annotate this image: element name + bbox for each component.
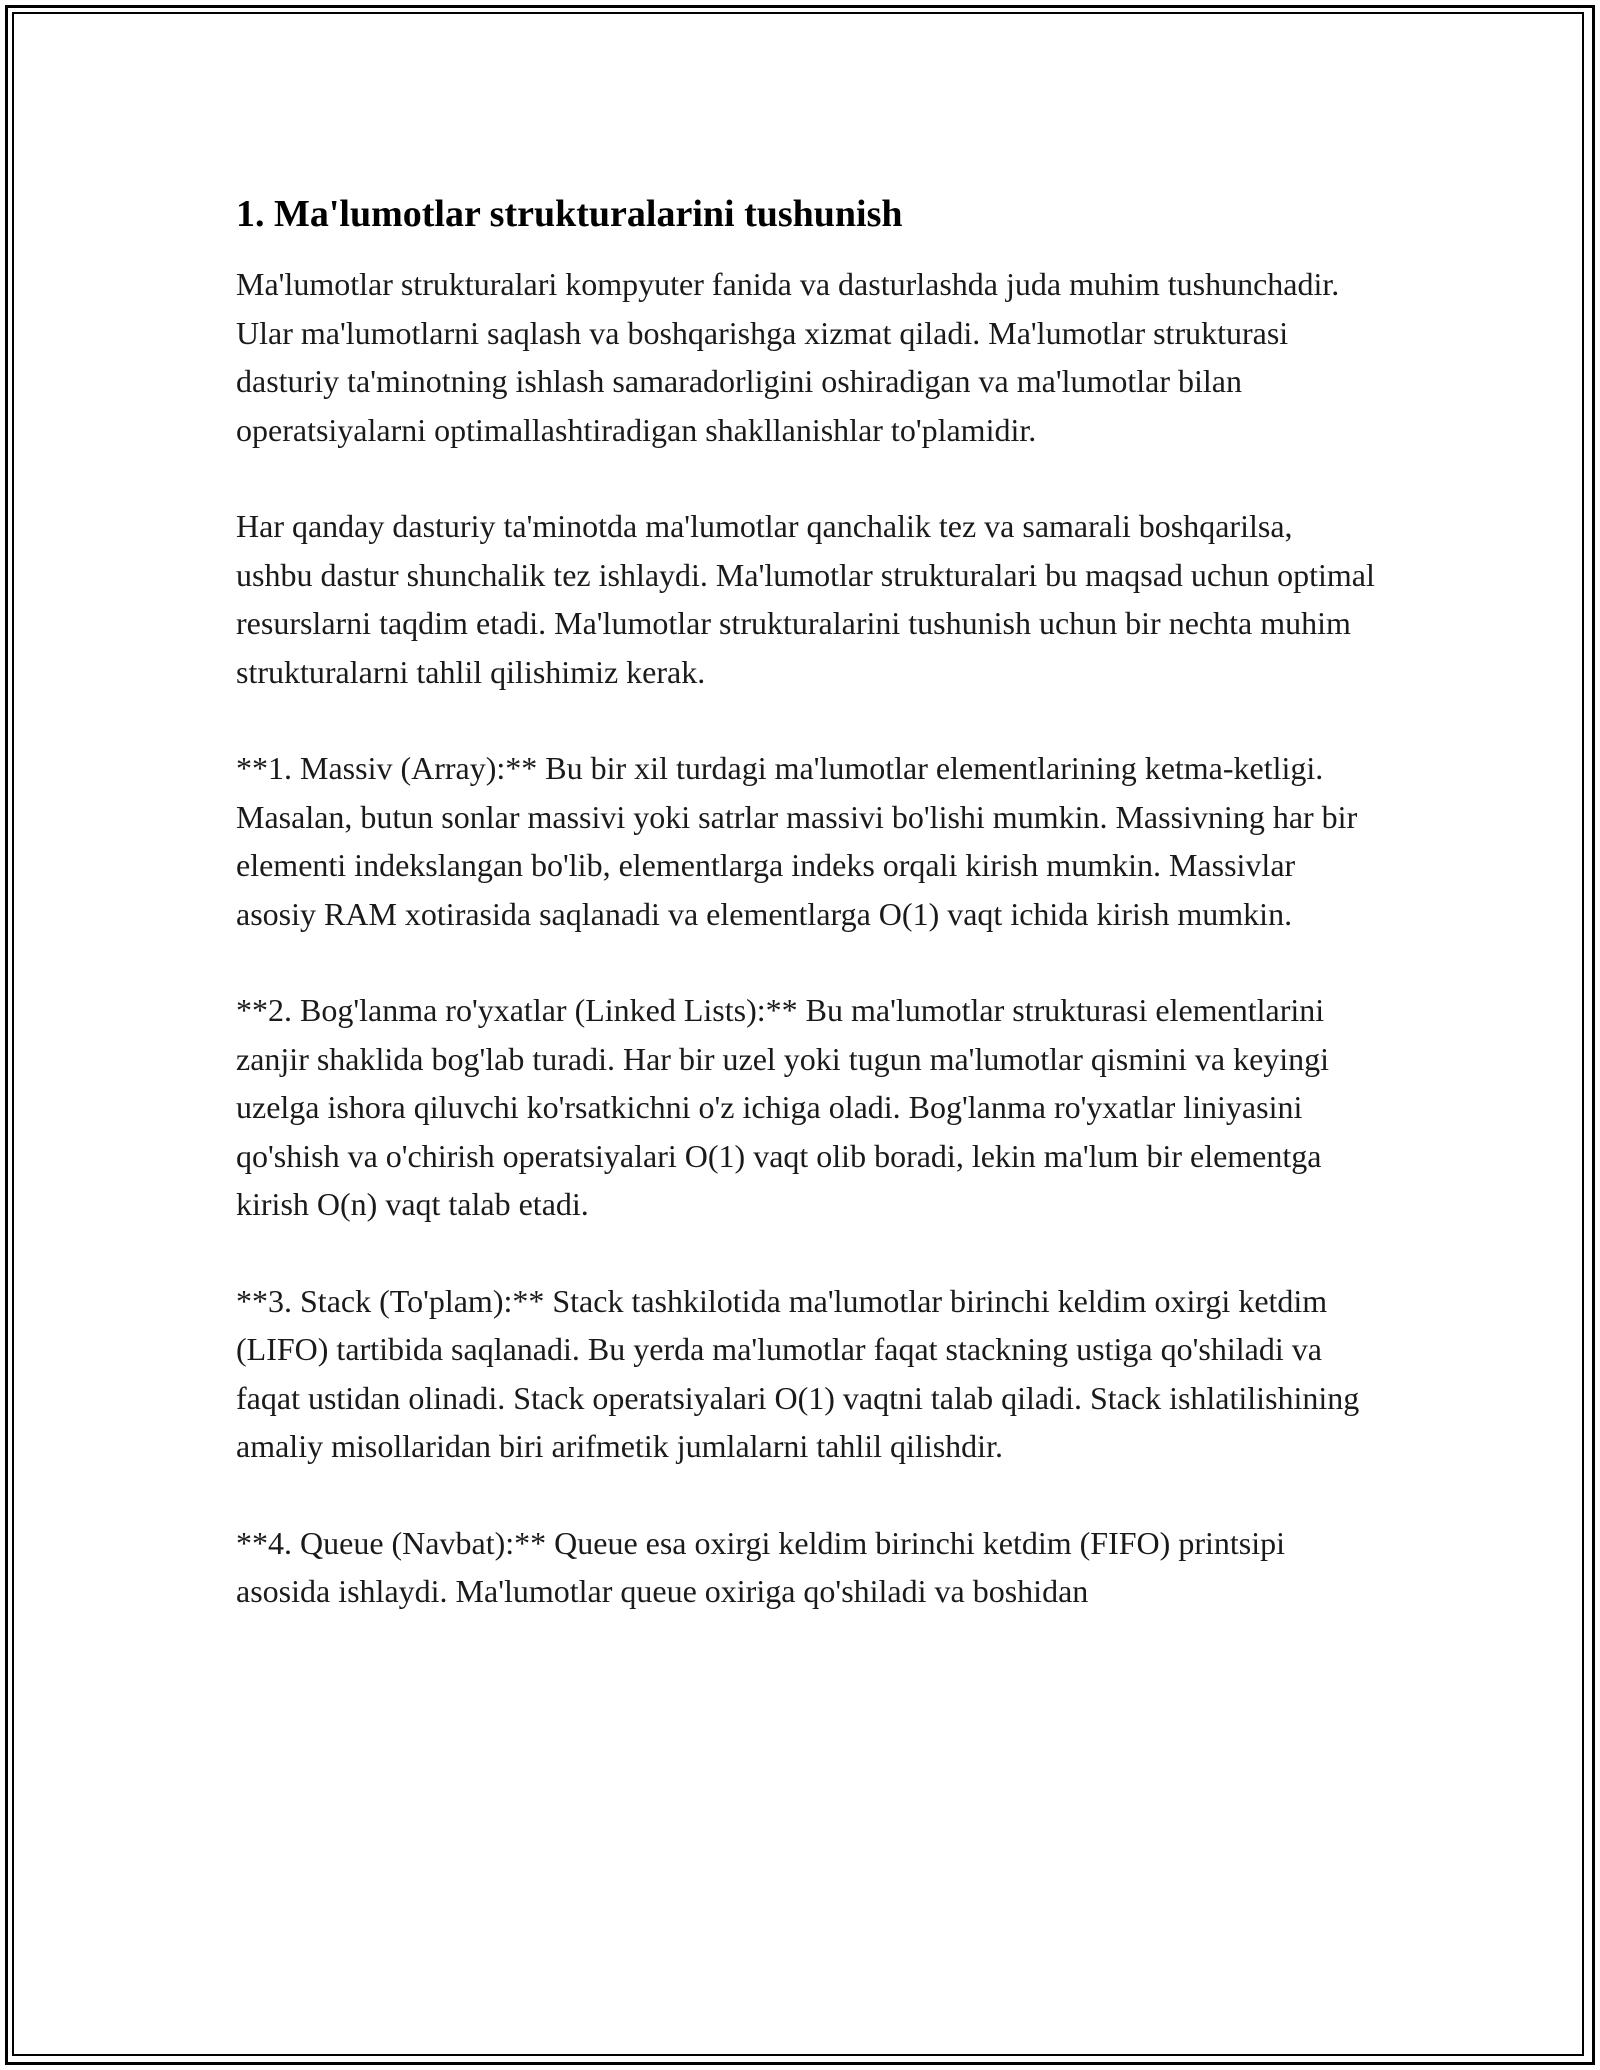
paragraph-array: **1. Massiv (Array):** Bu bir xil turdagi ma'lumotlar elementlarining ketma-ketligi. Masalan, butun sonlar massivi yoki satrlar massivi bo'lishi mumkin. Massivning har bir elementi indekslangan bo'lib, elementlarga indeks orqali kirish mumkin. Massivlar asosiy RAM xotirasida saqlanadi va elementlarga O(1) vaqt ichida kirish mumkin. — [236, 750, 1358, 932]
paragraph-stack: **3. Stack (To'plam):** Stack tashkilotida ma'lumotlar birinchi keldim oxirgi ketdim (LIFO) tartibida saqlanadi. Bu yerda ma'lumotlar faqat stackning ustiga qo'shiladi va faqat ustidan olinadi. Stack operatsiyalari O(1) vaqtni talab qiladi. Stack ishlatilishining amaliy misollaridan biri arifmetik jumlalarni tahlil qilishdir. — [236, 1282, 1360, 1464]
paragraph-linked-lists: **2. Bog'lanma ro'yxatlar (Linked Lists):** Bu ma'lumotlar strukturasi elementlarini zanjir shaklida bog'lab turadi. Har bir uzel yoki tugun ma'lumotlar qismini va keyingi uzelga ishora qiluvchi ko'rsatkichni o'z ichiga oladi. Bog'lanma ro'yxatlar liniyasini qo'shish va o'chirish operatsiyalari O(1) vaqt olib boradi, lekin ma'lum bir elementga kirish O(n) vaqt talab etadi. — [236, 992, 1330, 1222]
section-heading: 1. Ma'lumotlar strukturalarini tushunish — [236, 193, 903, 235]
document-body — [236, 186, 1376, 1664]
paragraph-intro: Ma'lumotlar strukturalari kompyuter fanida va dasturlashda juda muhim tushunchadir. Ular ma'lumotlarni saqlash va boshqarishga xizmat qiladi. Ma'lumotlar strukturasi dasturiy ta'minotning ishlash samaradorligini oshiradigan va ma'lumotlar bilan operatsiyalarni optimallashtiradigan shakllanishlar to'plamidir. — [236, 266, 1340, 448]
paragraph-queue: **4. Queue (Navbat):** Queue esa oxirgi keldim birinchi ketdim (FIFO) printsipi asosida ishlaydi. Ma'lumotlar queue oxiriga qo'shiladi va boshidan — [236, 1524, 1285, 1609]
paragraph-performance: Har qanday dasturiy ta'minotda ma'lumotlar qanchalik tez va samarali boshqarilsa, ushbu dastur shunchalik tez ishlaydi. Ma'lumotlar strukturalari bu maqsad uchun optimal resurslarni taqdim etadi. Ma'lumotlar strukturalarini tushunish uchun bir nechta muhim strukturalarni tahlil qilishimiz kerak. — [236, 508, 1375, 690]
